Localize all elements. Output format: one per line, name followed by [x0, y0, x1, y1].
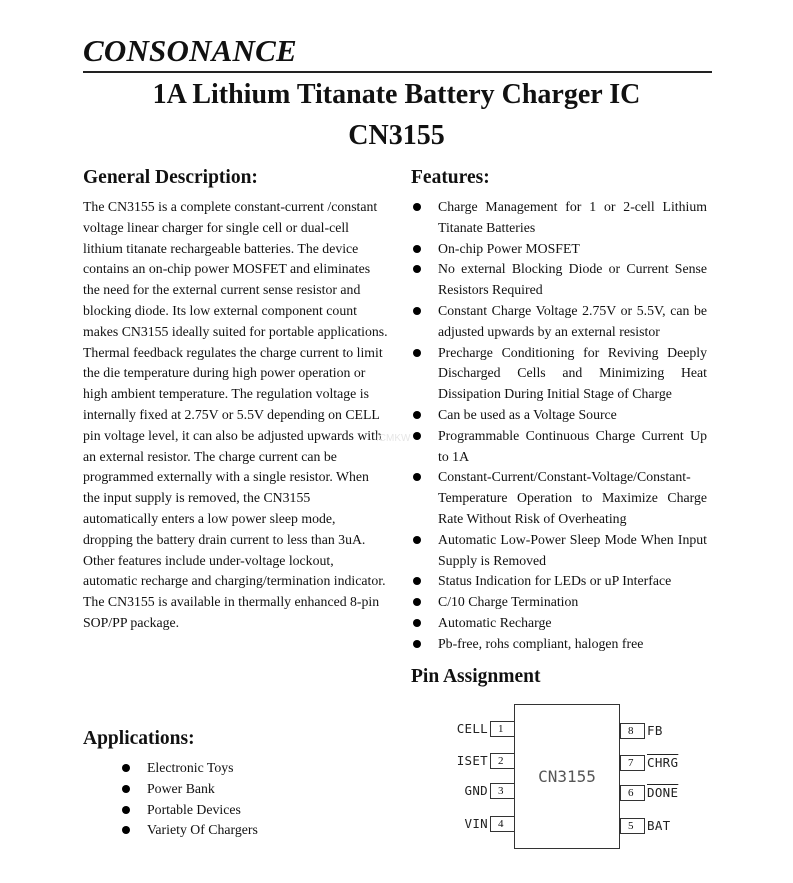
feature-item: Constant-Current/Constant-Voltage/Constant-Temperature Operation to Maximize Charge Rate Without Risk of Overheating: [411, 467, 707, 529]
pin-number-2: 2: [490, 753, 515, 769]
bullet-icon: [413, 349, 421, 357]
pin-name-done: DONE: [647, 785, 679, 800]
feature-item: Pb-free, rohs compliant, halogen free: [411, 634, 707, 655]
pin-name-cell: CELL: [456, 721, 488, 736]
feature-item: Programmable Continuous Charge Current Up to 1A: [411, 426, 707, 468]
pin-name-bat: BAT: [647, 818, 671, 833]
pin-number-7: 7: [620, 755, 645, 771]
bullet-icon: [413, 245, 421, 253]
bullet-icon: [122, 806, 130, 814]
feature-item: No external Blocking Diode or Current Sense Resistors Required: [411, 259, 707, 301]
applications-list: [120, 758, 258, 841]
part-number: CN3155: [348, 120, 445, 151]
general-description-body: [83, 197, 388, 634]
features-list: [411, 197, 707, 655]
pin-name-iset: ISET: [456, 753, 488, 768]
pin-assignment-heading: Pin Assignment: [411, 666, 541, 687]
features-heading: Features:: [411, 167, 490, 188]
bullet-icon: [413, 203, 421, 211]
pin-name-chrg: CHRG: [647, 755, 679, 770]
pin-name-vin: VIN: [464, 816, 488, 831]
bullet-icon: [413, 640, 421, 648]
application-item: Variety Of Chargers: [120, 820, 258, 841]
header-divider: [83, 71, 712, 73]
application-item: Electronic Toys: [120, 758, 258, 779]
feature-item: Automatic Low-Power Sleep Mode When Input Supply is Removed: [411, 530, 707, 572]
feature-item: Automatic Recharge: [411, 613, 707, 634]
pin-number-1: 1: [490, 721, 515, 737]
bullet-icon: [413, 307, 421, 315]
watermark: ICMKW: [376, 433, 411, 444]
bullet-icon: [413, 432, 421, 440]
document-title: 1A Lithium Titanate Battery Charger IC: [152, 79, 641, 110]
pin-number-3: 3: [490, 783, 515, 799]
chip-body: [514, 704, 620, 849]
chip-label: CN3155: [538, 767, 596, 786]
feature-item: Status Indication for LEDs or uP Interface: [411, 571, 707, 592]
bullet-icon: [122, 764, 130, 772]
application-item: Power Bank: [120, 779, 258, 800]
application-item: Portable Devices: [120, 800, 258, 821]
bullet-icon: [413, 536, 421, 544]
bullet-icon: [413, 473, 421, 481]
feature-item: Precharge Conditioning for Reviving Deeply Discharged Cells and Minimizing Heat Dissipation During Initial Stage of Charge: [411, 343, 707, 405]
bullet-icon: [413, 598, 421, 606]
pin-name-fb: FB: [647, 723, 663, 738]
bullet-icon: [122, 785, 130, 793]
applications-heading: Applications:: [83, 728, 195, 749]
pin-number-6: 6: [620, 785, 645, 801]
feature-item: Charge Management for 1 or 2-cell Lithium Titanate Batteries: [411, 197, 707, 239]
pin-name-gnd: GND: [464, 783, 488, 798]
pin-number-5: 5: [620, 818, 645, 834]
feature-item: Can be used as a Voltage Source: [411, 405, 707, 426]
bullet-icon: [413, 619, 421, 627]
bullet-icon: [413, 411, 421, 419]
brand-logo: CONSONANCE: [83, 33, 297, 68]
feature-item: C/10 Charge Termination: [411, 592, 707, 613]
pin-number-4: 4: [490, 816, 515, 832]
description-paragraph: Thermal feedback regulates the charge current to limit the die temperature during high power operation or high ambient temperature. The regulation voltage is internally fixed at 2.75V or 5.5V depending on CELL pin voltage level, it can also be adjusted upwards with an external resistor. The charge current can be programmed externally with a single resistor. When the input supply is removed, the CN3155 automatically enters a low power sleep mode, dropping the battery drain current to less than 3uA. Other features include under-voltage lockout, automatic recharge and charging/termination indicator.: [83, 344, 386, 589]
bullet-icon: [122, 826, 130, 834]
bullet-icon: [413, 265, 421, 273]
pin-number-8: 8: [620, 723, 645, 739]
feature-item: On-chip Power MOSFET: [411, 239, 707, 260]
description-paragraph: The CN3155 is available in thermally enhanced 8-pin SOP/PP package.: [83, 594, 380, 630]
bullet-icon: [413, 577, 421, 585]
feature-item: Constant Charge Voltage 2.75V or 5.5V, can be adjusted upwards by an external resistor: [411, 301, 707, 343]
general-description-heading: General Description:: [83, 167, 258, 188]
description-paragraph: The CN3155 is a complete constant-current /constant voltage linear charger for single cell or dual-cell lithium titanate rechargeable batteries. The device contains an on-chip power MOSFET and eliminates the need for the external current sense resistor and blocking diode. Its low external component count makes CN3155 ideally suited for portable applications.: [83, 199, 388, 339]
